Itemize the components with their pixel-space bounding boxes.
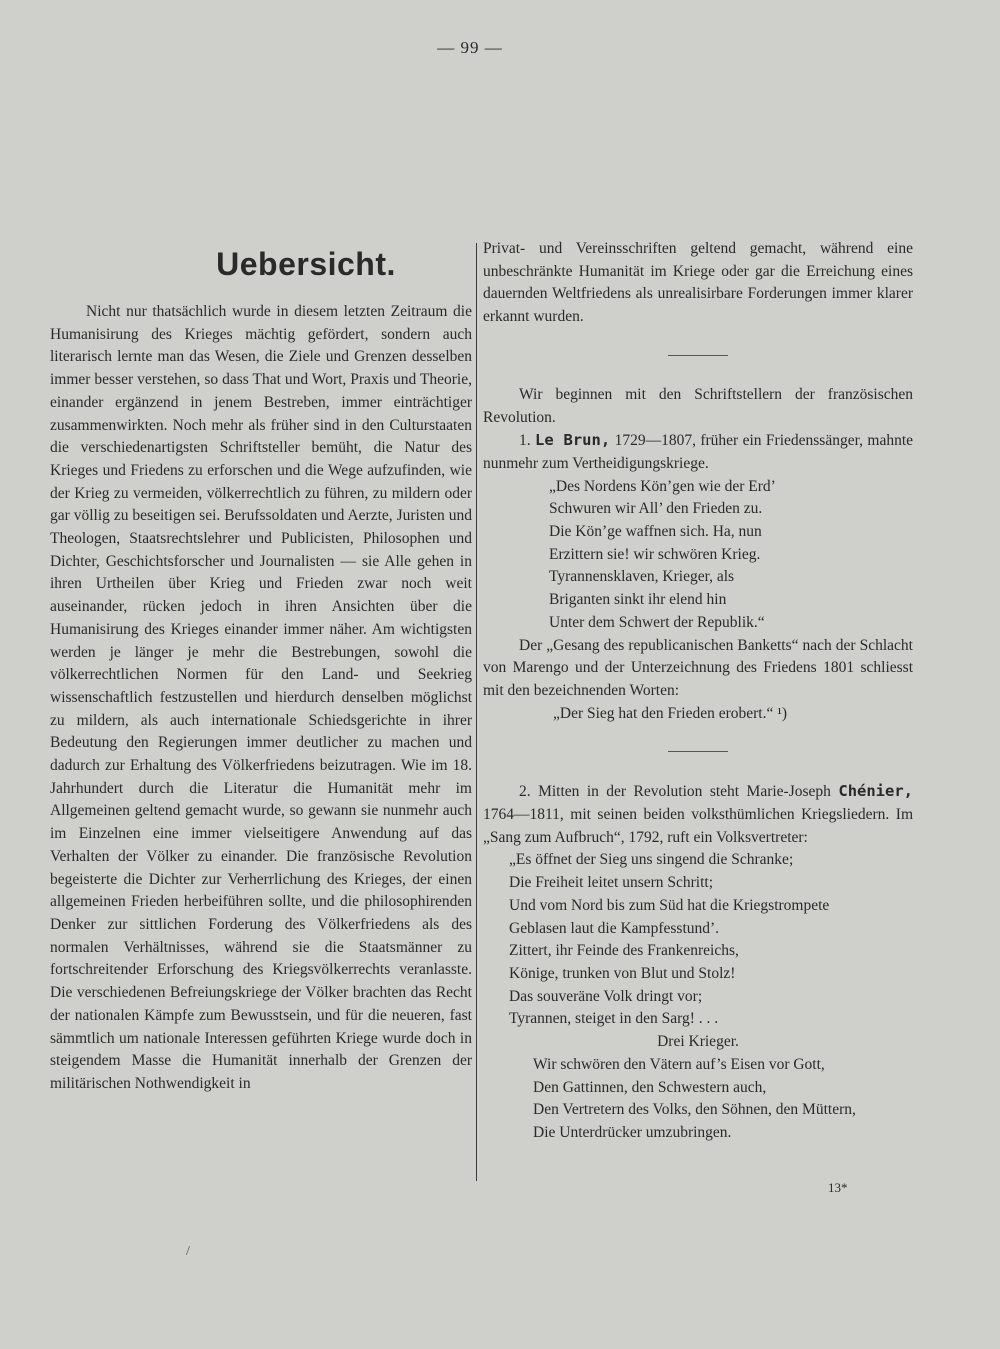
left-column: [50, 240, 472, 1096]
author-name: Le Brun,: [535, 431, 611, 450]
item-chenier: [483, 780, 913, 849]
verse-line: Die Freiheit leitet unsern Schritt;: [509, 874, 714, 892]
verse-line: Geblasen laut die Kampfesstund’.: [509, 919, 720, 937]
verse-line: Könige, trunken von Blut und Stolz!: [509, 964, 736, 982]
column-divider: [476, 243, 477, 1181]
stray-mark: /: [186, 1244, 190, 1259]
page-number: — 99 —: [437, 38, 503, 57]
item-number: 1.: [519, 432, 531, 450]
verse-line: Die Unterdrücker umzubringen.: [533, 1123, 732, 1141]
verse-title: Drei Krieger.: [657, 1033, 739, 1051]
verse-line: Den Vertretern des Volks, den Söhnen, den Müttern,: [533, 1101, 856, 1119]
section-rule: [668, 355, 728, 356]
verse-line: Das souveräne Volk dringt vor;: [509, 987, 703, 1005]
item-text: Mitten in der Revolution steht Marie-Joseph: [538, 783, 831, 801]
verse-line: Wir schwören den Vätern auf’s Eisen vor Gott,: [533, 1055, 825, 1073]
item-text: 1729—1807, früher ein Friedenssänger, mahnte nunmehr zum Vertheidigungskriege.: [483, 432, 914, 472]
verse-line: „Es öffnet der Sieg uns singend die Schranke;: [509, 851, 794, 869]
continuation-paragraph: Privat- und Vereinsschriften geltend gemacht, während eine unbeschränkte Humanität im Kriege oder gar die Erreichung eines dauernden Weltfriedens als unrealisirbare Forderungen immer klarer erkannt wurden.: [483, 240, 913, 326]
section-rule: [668, 751, 728, 752]
right-column: [483, 238, 913, 1145]
overview-paragraph: Nicht nur thatsächlich wurde in diesem letzten Zeitraum die Humanisirung des Krieges mächtig gefördert, sondern auch literarisch lernte man das Wesen, die Ziele und Grenzen desselben immer besser verstehen, so dass That und Wort, Praxis und Theorie, einander ergänzend in jenem Bestreben, immer einträchtiger zusammenwirkten. Noch mehr als früher sind in den Culturstaaten die verschiedenartigsten Schriftsteller bemüht, die Natur des Krieges und Friedens zu erforschen und die Wege aufzufinden, wie der Krieg zu vermeiden, völkerrechtlich zu führen, zu mildern oder gar völlig zu beseitigen sei. Berufssoldaten und Aerzte, Juristen und Theologen, Staatsrechtslehrer und Publicisten, Philosophen und Dichter, Geschichtsforscher und Journalisten — sie Alle gehen in ihren Urtheilen über Krieg und Frieden zwar noch weit auseinander, rücken jedoch in ihren Ansichten über die Humanisirung des Krieges einander immer näher. Am wichtigsten werden je länger je mehr die Bestrebungen, sowohl die völkerrechtlichen Normen für den Land- und Seekrieg wissenschaftlich festzustellen und hierdurch denselben möglichst zu mildern, als auch internationale Schiedsgerichte in ihrer Bedeutung den Regierungen immer deutlicher zu machen und dadurch zur Erhaltung des Völkerfriedens beizutragen. Wie im 18. Jahrhundert durch die Literatur die Humanität mehr im Allgemeinen geltend gemacht wurde, so gewann sie nunmehr auch im Einzelnen eine immer vielseitigere Anwendung auf das Verhalten der Völker zu einander. Die französische Revolution begeisterte die Dichter zur Verherrlichung des Krieges, der einen allgemeinen Frieden herbeiführen sollte, und die philosophirenden Denker zur sittlichen Forderung des Völkerfriedens als des normalen Verhältnisses, während sie die Staatsmänner zu fortschreitender Erforschung des Kriegsvölkerrechts veranlasste. Die verschiedenen Befreiungskriege der Völker brachten das Recht der nationalen Kämpfe zum Bewusstsein, und für die neueren, fast sämmtlich um nationale Interessen geführten Kriege wurde doch in steigendem Masse die Humanität innerhalb der Grenzen der militärischen Nothwendigkeit in: [50, 303, 472, 1092]
item-text: 1764—1811, mit seinen beiden volksthümlichen Kriegsliedern. Im „Sang zum Aufbruch“, 1792, ruft ein Volksvertreter:: [483, 806, 913, 846]
banquet-paragraph: Der „Gesang des republicanischen Banketts“ nach der Schlacht von Marengo und der Unterzeichnung des Friedens 1801 schliesst mit den bezeichnenden Worten:: [483, 636, 913, 699]
verse-line: Erzittern sie! wir schwören Krieg.: [549, 545, 761, 563]
verse-line: Unter dem Schwert der Republik.“: [549, 613, 765, 631]
verse-line: Schwuren wir All’ den Frieden zu.: [549, 500, 763, 518]
verse-line: Tyrannensklaven, Krieger, als: [549, 568, 735, 586]
section-heading: Uebersicht.: [216, 246, 396, 282]
verse-line: Und vom Nord bis zum Süd hat die Kriegstrompete: [509, 896, 830, 914]
verse-line: Den Gattinnen, den Schwestern auch,: [533, 1078, 767, 1096]
verse-chenier: [483, 849, 913, 1031]
verse-le-brun: [483, 476, 913, 635]
verse-drei-krieger: [483, 1054, 913, 1145]
verse-line: Zittert, ihr Feinde des Frankenreichs,: [509, 942, 739, 960]
author-name: Chénier,: [838, 782, 914, 801]
sheet-signature: 13*: [828, 1180, 848, 1195]
item-le-brun: [483, 429, 913, 475]
verse-line: Die Kön’ge waffnen sich. Ha, nun: [549, 523, 762, 541]
intro-paragraph: Wir beginnen mit den Schriftstellern der französischen Revolution.: [483, 385, 913, 426]
verse-line: Briganten sinkt ihr elend hin: [549, 591, 727, 609]
item-number: 2.: [519, 783, 531, 801]
victory-quote: „Der Sieg hat den Frieden erobert.“ ¹): [553, 704, 788, 722]
verse-line: Tyrannen, steiget in den Sarg! . . .: [509, 1010, 719, 1028]
verse-line: „Des Nordens Kön’gen wie der Erd’: [549, 477, 776, 495]
